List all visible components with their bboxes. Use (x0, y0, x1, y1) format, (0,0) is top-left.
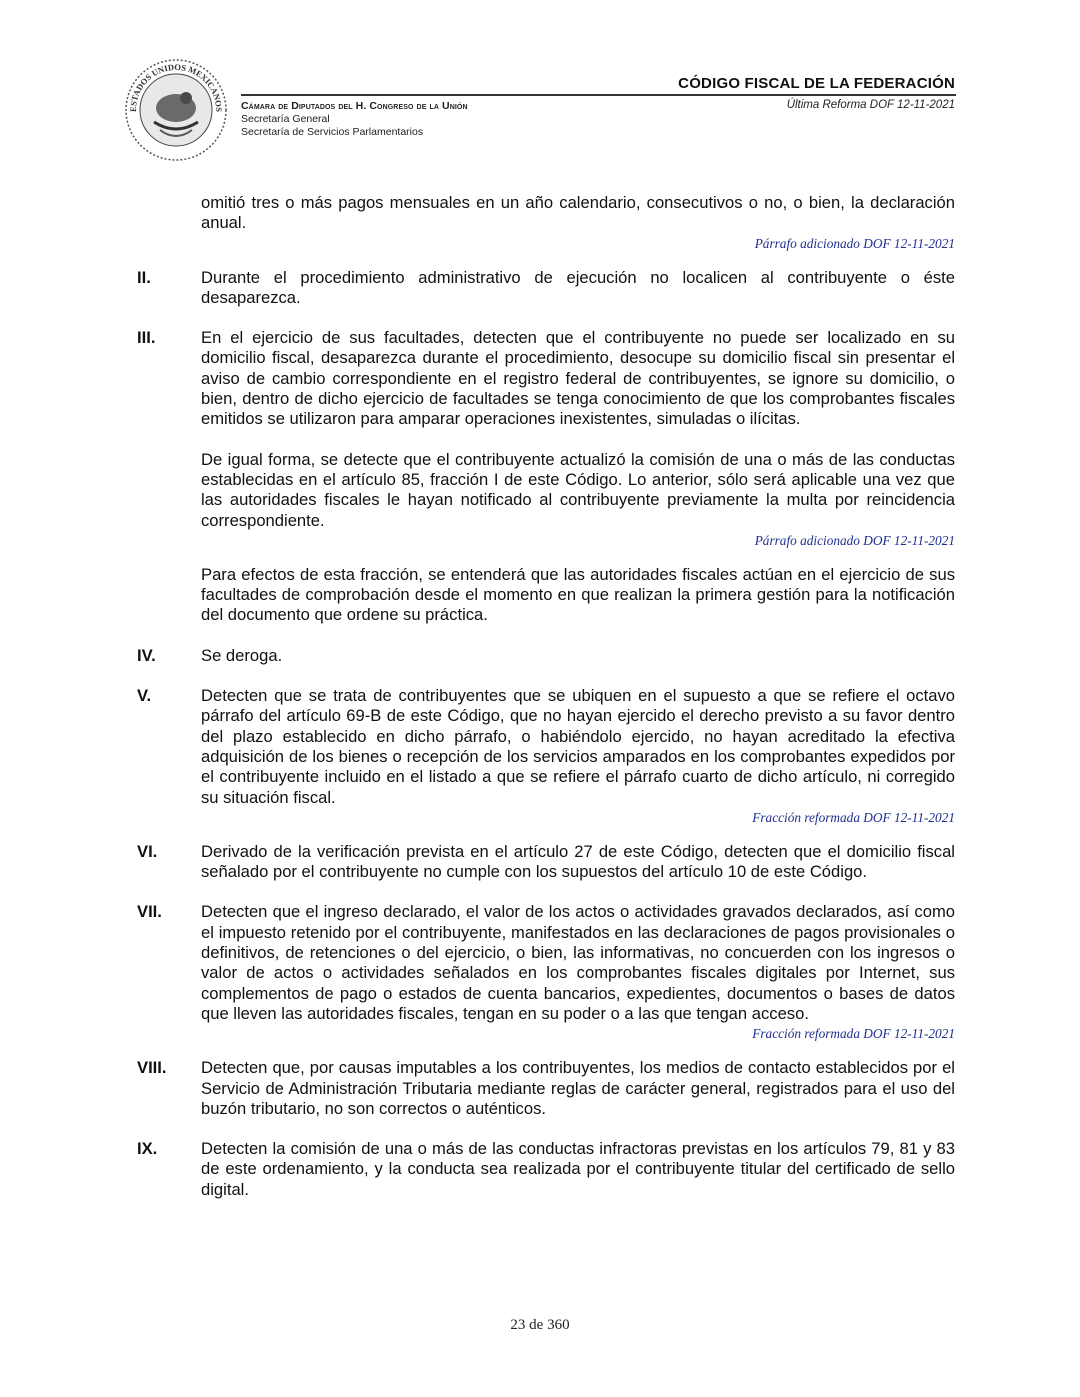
secretariat-name: Secretaría General (241, 113, 330, 125)
paragraph-text: Para efectos de esta fracción, se entenderá que las autoridades fiscales actúan en el ejercicio de sus facultades de comprobación desde el momento en que realizan la primera gestión para la notificación del documento que ordene su práctica. (201, 564, 955, 625)
paragraph-block (137, 565, 955, 626)
national-seal-logo (124, 58, 228, 162)
document-body (137, 193, 955, 1220)
amendment-note: Fracción reformada DOF 12-11-2021 (752, 1026, 955, 1042)
fraction-number: VIII. (137, 1058, 167, 1078)
fraction-number: II. (137, 267, 151, 287)
fraction-number: IX. (137, 1139, 158, 1159)
services-name: Secretaría de Servicios Parlamentarios (241, 126, 424, 138)
page-number: 23 de 360 (510, 1317, 570, 1333)
institution-block (241, 100, 468, 139)
fraction-number: V. (137, 686, 152, 706)
chamber-name: Cámara de Diputados del H. Congreso de la Unión (241, 100, 468, 112)
document-title: CÓDIGO FISCAL DE LA FEDERACIÓN (678, 75, 955, 92)
fraction-text: Derivado de la verificación prevista en el artículo 27 de este Código, detecten que el domicilio fiscal señalado por el contribuyente no cumple con los supuestos del artículo 10 de este Código. (201, 841, 955, 882)
paragraph-text: omitió tres o más pagos mensuales en un año calendario, consecutivos o no, o bien, la declaración anual. (201, 193, 955, 233)
fraction-text: En el ejercicio de sus facultades, detecten que el contribuyente no puede ser localizado en su domicilio fiscal, desaparezca durante el procedimiento, desocupe su domicilio fiscal sin presentar el aviso de cambio correspondiente en el registro federal de contribuyentes, se ignore su domicilio, o bien, dentro de dicho ejercicio de facultades se tenga conocimiento de que los comprobantes fiscales emitidos se utilizaron para amparar operaciones inexistentes, simuladas o ilícitas. (201, 328, 955, 429)
fraction-text: Detecten que se trata de contribuyentes que se ubiquen en el supuesto a que se refiere el octavo párrafo del artículo 69-B de este Código, que no hayan ejercido el derecho previsto a su favor dentro del plazo establecido en dicho párrafo, o habiéndolo ejercido, no hayan acreditado la efectiva adquisición de los bienes o recepción de los servicios amparados en los comprobantes expedidos por el contribuyente incluido en el listado a que se refiere el párrafo cuarto de dicho artículo, ni corregido su situación fiscal. (201, 686, 955, 807)
last-reform-date: Última Reforma DOF 12-11-2021 (786, 99, 955, 111)
fraction-number: IV. (137, 645, 156, 665)
header-rule (241, 94, 956, 96)
amendment-note: Párrafo adicionado DOF 12-11-2021 (754, 235, 955, 251)
paragraph-block (137, 193, 955, 252)
svg-text:ESTADOS UNIDOS MEXICANOS: ESTADOS UNIDOS MEXICANOS (127, 61, 225, 113)
fraction-iv (137, 646, 955, 666)
fraction-number: III. (137, 328, 156, 348)
fraction-ix (137, 1139, 955, 1200)
amendment-note: Párrafo adicionado DOF 12-11-2021 (754, 532, 955, 548)
fraction-iii (137, 328, 955, 429)
fraction-vi (137, 842, 955, 883)
amendment-note: Fracción reformada DOF 12-11-2021 (752, 809, 955, 825)
fraction-text: Detecten la comisión de una o más de las conductas infractoras previstas en los artículos 79, 81 y 83 de este ordenamiento, y la conducta sea realizada por el contribuyente titular del certificado de sello digital. (201, 1139, 955, 1199)
fraction-number: VI. (137, 841, 158, 861)
fraction-viii (137, 1058, 955, 1119)
fraction-text: Detecten que, por causas imputables a los contribuyentes, los medios de contacto establecidos por el Servicio de Administración Tributaria mediante reglas de carácter general, registrados para el uso del buzón tributario, no son correctos o auténticos. (201, 1058, 955, 1118)
fraction-text: Durante el procedimiento administrativo de ejecución no localicen al contribuyente o éste desaparezca. (201, 267, 955, 307)
fraction-number: VII. (137, 902, 162, 922)
paragraph-block (137, 450, 955, 549)
fraction-text: Detecten que el ingreso declarado, el valor de los actos o actividades gravados declarados, así como el impuesto retenido por el contribuyente, manifestados en las declaraciones de pagos provisionales o definitivos, de retenciones o del ejercicio, o bien, las informativas, no concuerden con los ingresos o valor de actos o actividades señalados en los comprobantes fiscales digitales por Internet, sus complementos de pago o estados de cuenta bancarios, expedientes, documentos o bases de datos que lleven las autoridades fiscales, tengan en su poder o a las que tengan acceso. (201, 902, 955, 1023)
fraction-text: Se deroga. (201, 645, 283, 665)
paragraph-text: De igual forma, se detecte que el contribuyente actualizó la comisión de una o más de las conductas establecidas en el artículo 85, fracción I de este Código. Lo anterior, sólo será aplicable una vez que las autoridades fiscales le hayan notificado al contribuyente previamente la multa por reincidencia correspondiente. (201, 449, 955, 530)
fraction-ii (137, 268, 955, 309)
fraction-v (137, 686, 955, 826)
fraction-vii (137, 902, 955, 1042)
